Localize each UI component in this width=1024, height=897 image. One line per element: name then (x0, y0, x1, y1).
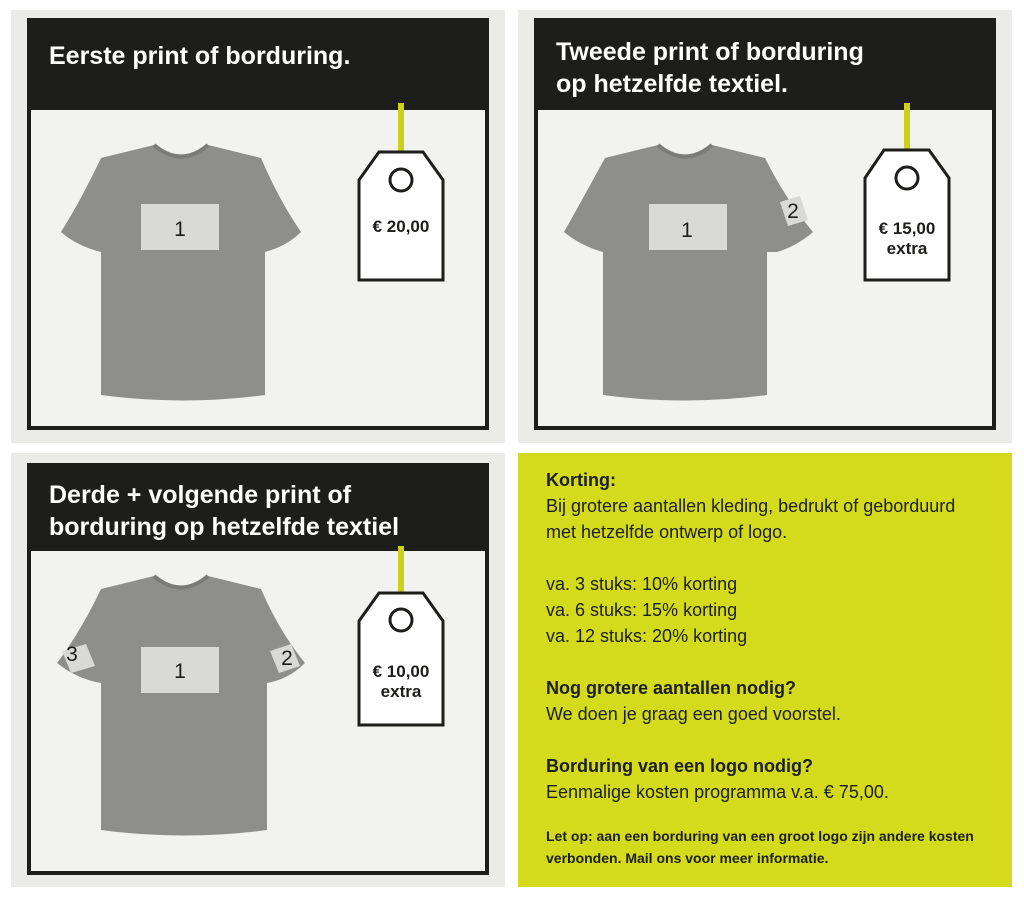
chest-print-number: 1 (174, 660, 186, 683)
discount-intro: Bij grotere aantallen kleding, bedrukt of geborduurd met hetzelfde ontwerp of logo. (546, 496, 956, 542)
panel-illustration (11, 10, 505, 443)
discount-heading: Korting: (546, 470, 616, 490)
tag-hole (896, 167, 918, 189)
tag-hole (390, 169, 412, 191)
discount-tier: va. 6 stuks: 15% korting (546, 600, 738, 620)
discount-panel (518, 453, 1012, 887)
price-label: € 10,00 (372, 662, 430, 681)
panel-illustration (11, 453, 505, 887)
panel-title: Eerste print of borduring. (49, 42, 351, 70)
note-text: Let op: aan een borduring van een groot logo zijn andere kosten verbonden. Mail ons voor meer informatie. (546, 828, 974, 866)
panel-first-print (11, 10, 505, 443)
panel-title: Tweede print of borduring op hetzelfde textiel. (556, 38, 864, 98)
discount-tier: va. 12 stuks: 20% korting (546, 626, 748, 646)
panel-second-print (518, 10, 1012, 443)
chest-print-number: 1 (681, 219, 693, 242)
tshirt-icon (61, 145, 301, 401)
left-sleeve-print-number: 3 (66, 643, 78, 666)
panel-illustration (518, 10, 1012, 443)
tshirt-icon (564, 145, 813, 401)
logo-embroidery-heading: Borduring van een logo nodig? (546, 756, 813, 776)
more-quantity-heading: Nog grotere aantallen nodig? (546, 678, 797, 698)
right-sleeve-print-number: 2 (281, 647, 293, 670)
chest-print-number: 1 (174, 218, 186, 241)
logo-embroidery-text: Eenmalige kosten programma v.a. € 75,00. (546, 782, 889, 802)
price-extra-label: extra (886, 239, 928, 258)
panel-title: Derde + volgende print of borduring op hetzelfde textiel (49, 481, 400, 541)
right-sleeve-print-number: 2 (787, 200, 799, 223)
panel-third-print (11, 453, 505, 887)
more-quantity-text: We doen je graag een goed voorstel. (546, 704, 841, 724)
price-label: € 20,00 (372, 217, 430, 236)
tshirt-icon (57, 576, 305, 836)
price-label: € 15,00 (878, 219, 936, 238)
price-extra-label: extra (380, 682, 422, 701)
tag-hole (390, 609, 412, 631)
discount-tier: va. 3 stuks: 10% korting (546, 574, 738, 594)
